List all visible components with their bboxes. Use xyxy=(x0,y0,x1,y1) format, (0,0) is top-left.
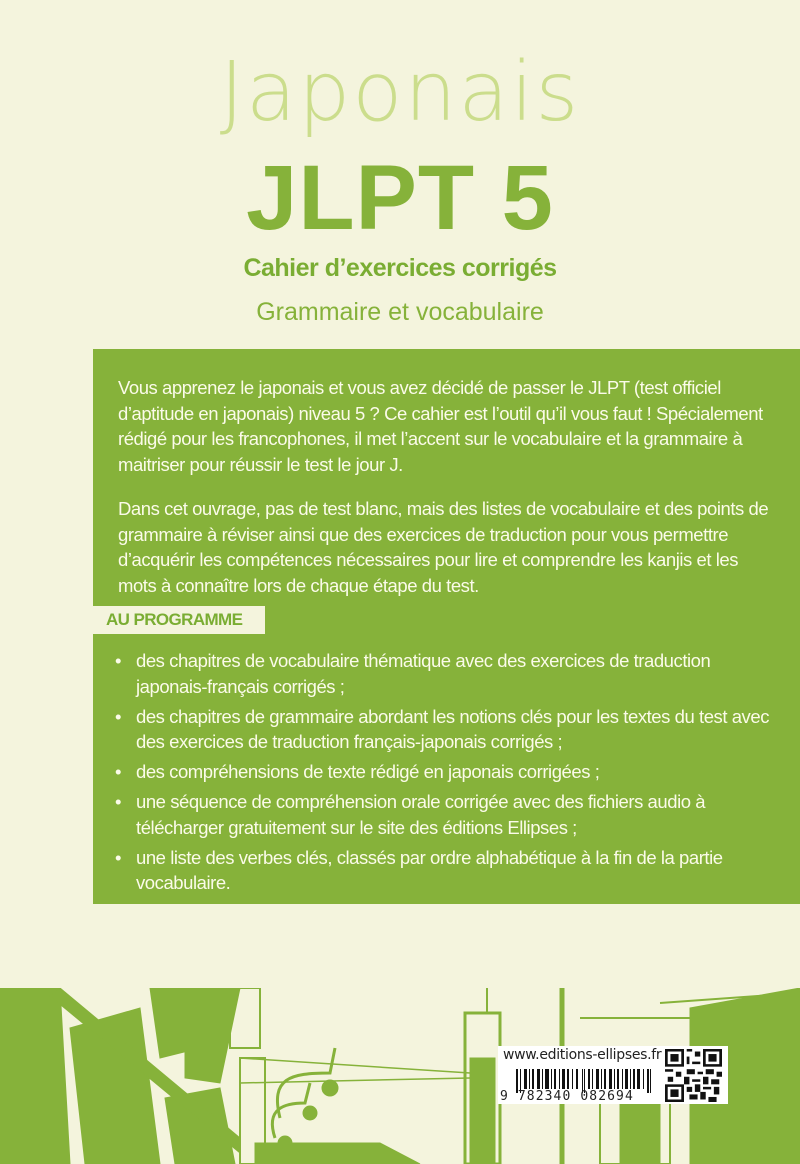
intro-text xyxy=(118,375,778,617)
list-item: • des compréhensions de texte rédigé en japonais corrigées ; xyxy=(113,759,785,785)
qr-code-icon[interactable] xyxy=(665,1049,722,1102)
list-item: • des chapitres de grammaire abordant les notions clés pour les textes du test avec des exercices de traduction français-japonais corrigés ; xyxy=(115,705,769,752)
bullet-icon: • xyxy=(115,761,122,782)
intro-paragraph: Dans cet ouvrage, pas de test blanc, mais des listes de vocabulaire et des points de grammaire à réviser ainsi que des exercices de traduction pour vous permettre d’acquérir les compétences nécessaires pour lire et comprendre les kanjis et les mots à connaître lors de chaque étape du test. xyxy=(118,498,769,596)
subtitle: Cahier d’exercices corrigés xyxy=(243,254,557,282)
list-item: • des chapitres de vocabulaire thématique avec des exercices de traduction japonais-français corrigés ; xyxy=(115,650,711,697)
bullet-icon: • xyxy=(115,705,122,727)
bullet-icon: • xyxy=(115,650,122,671)
title-japonais: Japonais xyxy=(219,45,581,140)
publisher-url[interactable]: www.editions-ellipses.fr xyxy=(503,1047,662,1063)
programme-list xyxy=(113,648,785,900)
programme-heading: AU PROGRAMME xyxy=(93,606,265,634)
list-item: • une liste des verbes clés, classés par ordre alphabétique à la fin de la partie vocabulaire. xyxy=(115,846,723,893)
intro-paragraph: Vous apprenez le japonais et vous avez décidé de passer le JLPT (test officiel d’aptitude en japonais) niveau 5 ? Ce cahier est l’outil qu’il vous faut ! Spécialement rédigé pour les francophones, il met l’accent sur le vocabulaire et la grammaire à maitriser pour réussir le test le jour J. xyxy=(118,377,763,475)
bullet-icon: • xyxy=(115,791,122,812)
bullet-icon: • xyxy=(115,846,122,868)
list-item: • une séquence de compréhension orale corrigée avec des fichiers audio à télécharger gratuitement sur le site des éditions Ellipses ; xyxy=(115,791,706,838)
title-jlpt-level: JLPT 5 xyxy=(246,147,554,249)
isbn-number: 9 782340 082694 xyxy=(500,1089,634,1104)
topic-line: Grammaire et vocabulaire xyxy=(256,298,544,326)
